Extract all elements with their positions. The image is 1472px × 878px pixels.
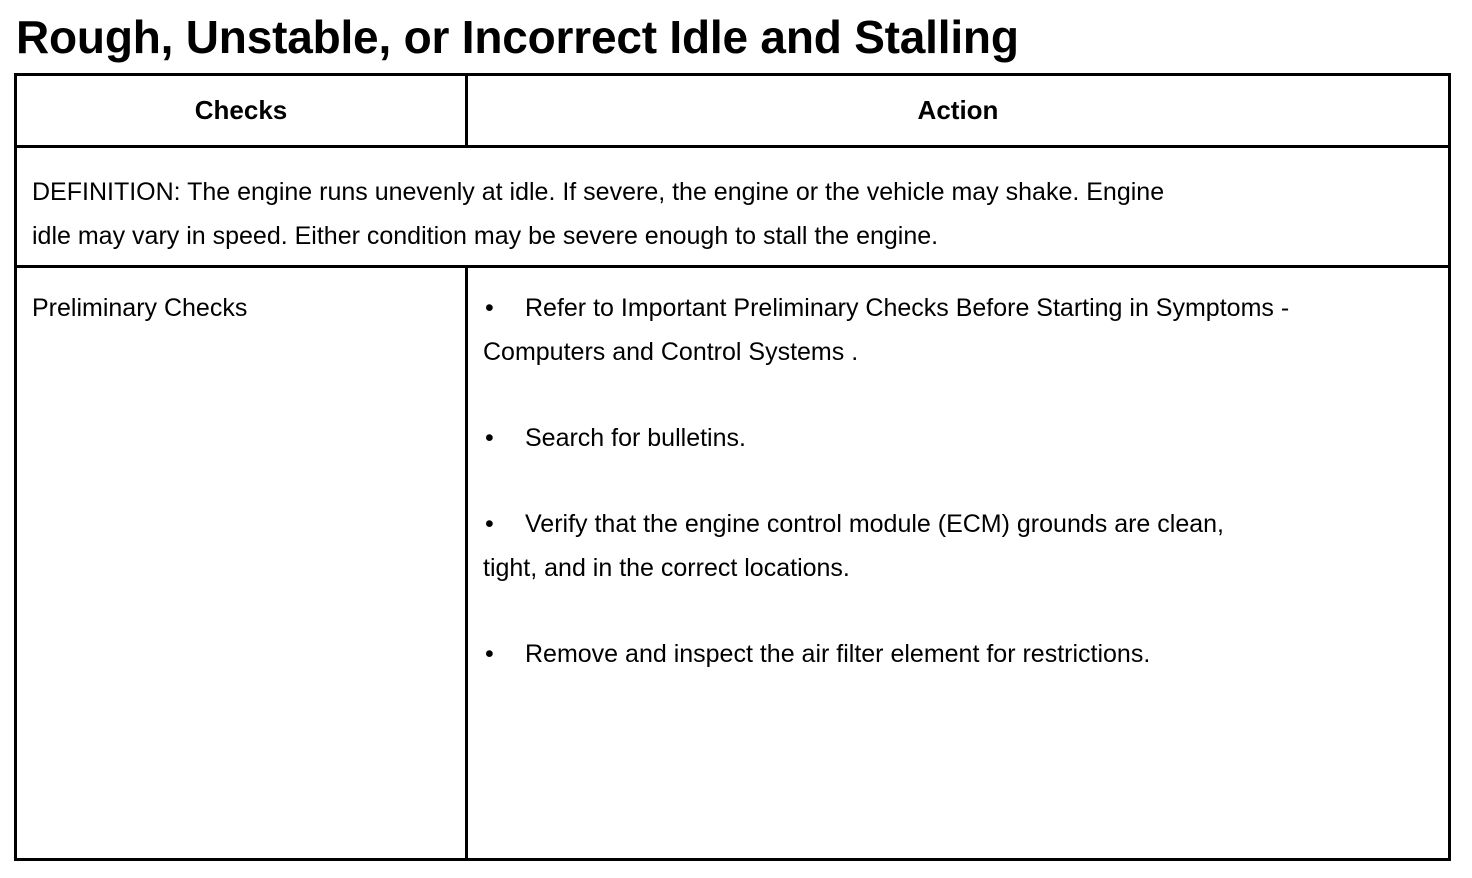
action-cell	[483, 286, 1413, 718]
definition-line: idle may vary in speed. Either condition may be severe enough to stall the engine.	[32, 222, 939, 250]
action-item	[483, 502, 1413, 590]
bullet-icon: •	[485, 424, 494, 452]
column-header-checks: Checks	[194, 95, 288, 125]
action-text: Search for bulletins.	[525, 424, 746, 452]
definition-line: DEFINITION: The engine runs unevenly at idle. If severe, the engine or the vehicle may shake. Engine	[32, 178, 1165, 206]
action-item	[483, 632, 1413, 676]
action-line	[483, 286, 1413, 330]
action-text: Verify that the engine control module (ECM) grounds are clean,	[525, 510, 1224, 538]
page-title: Rough, Unstable, or Incorrect Idle and Stalling	[16, 11, 1019, 63]
action-line: tight, and in the correct locations.	[483, 554, 850, 582]
column-header-action: Action	[917, 95, 999, 125]
action-item	[483, 286, 1413, 374]
symptom-table	[14, 73, 1451, 861]
action-text: Remove and inspect the air filter element for restrictions.	[525, 640, 1151, 668]
bullet-icon: •	[485, 294, 494, 322]
action-line: Computers and Control Systems .	[483, 338, 859, 366]
table-header-row	[17, 76, 1448, 148]
bullet-icon: •	[485, 640, 494, 668]
bullet-icon: •	[485, 510, 494, 538]
definition-text	[32, 170, 1322, 258]
action-item	[483, 416, 1413, 460]
action-line	[483, 416, 1413, 460]
action-line	[483, 632, 1413, 676]
definition-row	[17, 148, 1448, 268]
action-text: Refer to Important Preliminary Checks Before Starting in Symptoms -	[525, 294, 1290, 322]
column-divider	[465, 268, 468, 858]
checks-cell: Preliminary Checks	[32, 294, 248, 322]
table-row	[17, 268, 1448, 858]
action-line	[483, 502, 1413, 546]
